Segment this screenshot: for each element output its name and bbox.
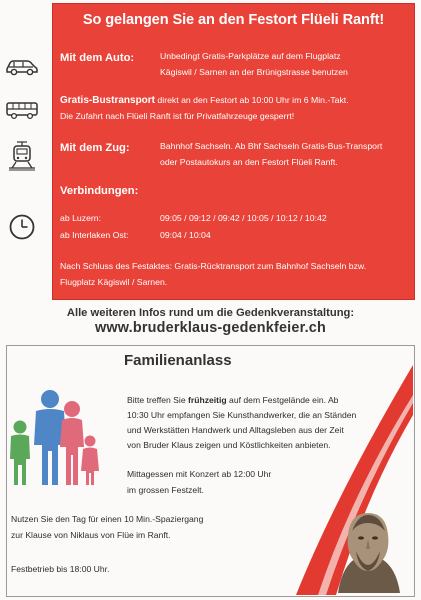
connection-times-interlaken: 09:04 / 10:04 — [160, 230, 211, 240]
family-p4: Festbetrieb bis 18:00 Uhr. — [11, 564, 110, 574]
bruder-klaus-portrait — [328, 505, 408, 593]
clock-icon — [4, 212, 40, 242]
family-p1-line-3: und Werkstätten Handwerk und Alltagsleben aus der Zeit — [127, 425, 344, 435]
family-p1-bold: frühzeitig — [188, 395, 227, 405]
bus-line-1 — [60, 93, 349, 109]
train-line-2: oder Postautokurs an den Festort Flüeli Ranft. — [160, 157, 338, 167]
family-p1-line-1 — [127, 393, 338, 408]
train-icon — [4, 141, 40, 171]
auto-line-1: Unbedingt Gratis-Parkplätze auf dem Flugplatz — [160, 51, 341, 61]
family-icon — [6, 385, 102, 490]
bus-line-2: Die Zufahrt nach Flüeli Ranft ist für Privatfahrzeuge gesperrt! — [60, 111, 295, 121]
auto-heading: Mit dem Auto: — [60, 52, 135, 64]
directions-title: So gelangen Sie an den Festort Flüeli Ranft! — [82, 12, 385, 28]
family-title: Familienanlass — [124, 352, 232, 369]
family-p1-line-4: von Bruder Klaus zeigen und Köstlichkeiten anbieten. — [127, 440, 331, 450]
family-p2-line-1: Mittagessen mit Konzert ab 12:00 Uhr — [127, 469, 272, 479]
family-p3-line-1: Nutzen Sie den Tag für einen 10 Min.-Spaziergang — [11, 514, 204, 524]
auto-line-2: Kägiswil / Sarnen an der Brünigstrasse benutzen — [160, 67, 348, 77]
bus-line-1-text: direkt an den Festort ab 10:00 Uhr im 6 Min.-Takt. — [155, 95, 349, 105]
family-p1-after: auf dem Festgelände ein. Ab — [226, 395, 339, 405]
connection-from-interlaken: ab Interlaken Ost: — [60, 230, 129, 240]
bus-icon — [4, 95, 40, 125]
connections-heading: Verbindungen: — [60, 185, 139, 197]
train-heading: Mit dem Zug: — [60, 142, 130, 154]
car-icon — [4, 52, 40, 82]
connection-times-luzern: 09:05 / 09:12 / 09:42 / 10:05 / 10:12 / 10:42 — [160, 213, 327, 223]
train-line-1: Bahnhof Sachseln. Ab Bhf Sachseln Gratis-Bus-Transport — [160, 141, 383, 151]
family-p2-line-2: im grossen Festzelt. — [127, 485, 204, 495]
family-p1-before: Bitte treffen Sie — [127, 395, 188, 405]
bus-heading: Gratis-Bustransport — [60, 95, 156, 106]
info-line: Alle weiteren Infos rund um die Gedenkveranstaltung: — [66, 307, 355, 319]
family-p3-line-2: zur Klause von Niklaus von Flüe im Ranft. — [11, 530, 171, 540]
connection-from-luzern: ab Luzern: — [60, 213, 102, 223]
family-p1-line-2: 10:30 Uhr empfangen Sie Kunsthandwerker, die an Ständen — [127, 410, 357, 420]
return-line-1: Nach Schluss des Festaktes: Gratis-Rücktransport zum Bahnhof Sachseln bzw. — [60, 261, 367, 271]
website-link[interactable]: www.bruderklaus-gedenkfeier.ch — [95, 320, 326, 336]
return-line-2: Flugplatz Kägiswil / Sarnen. — [60, 277, 168, 287]
